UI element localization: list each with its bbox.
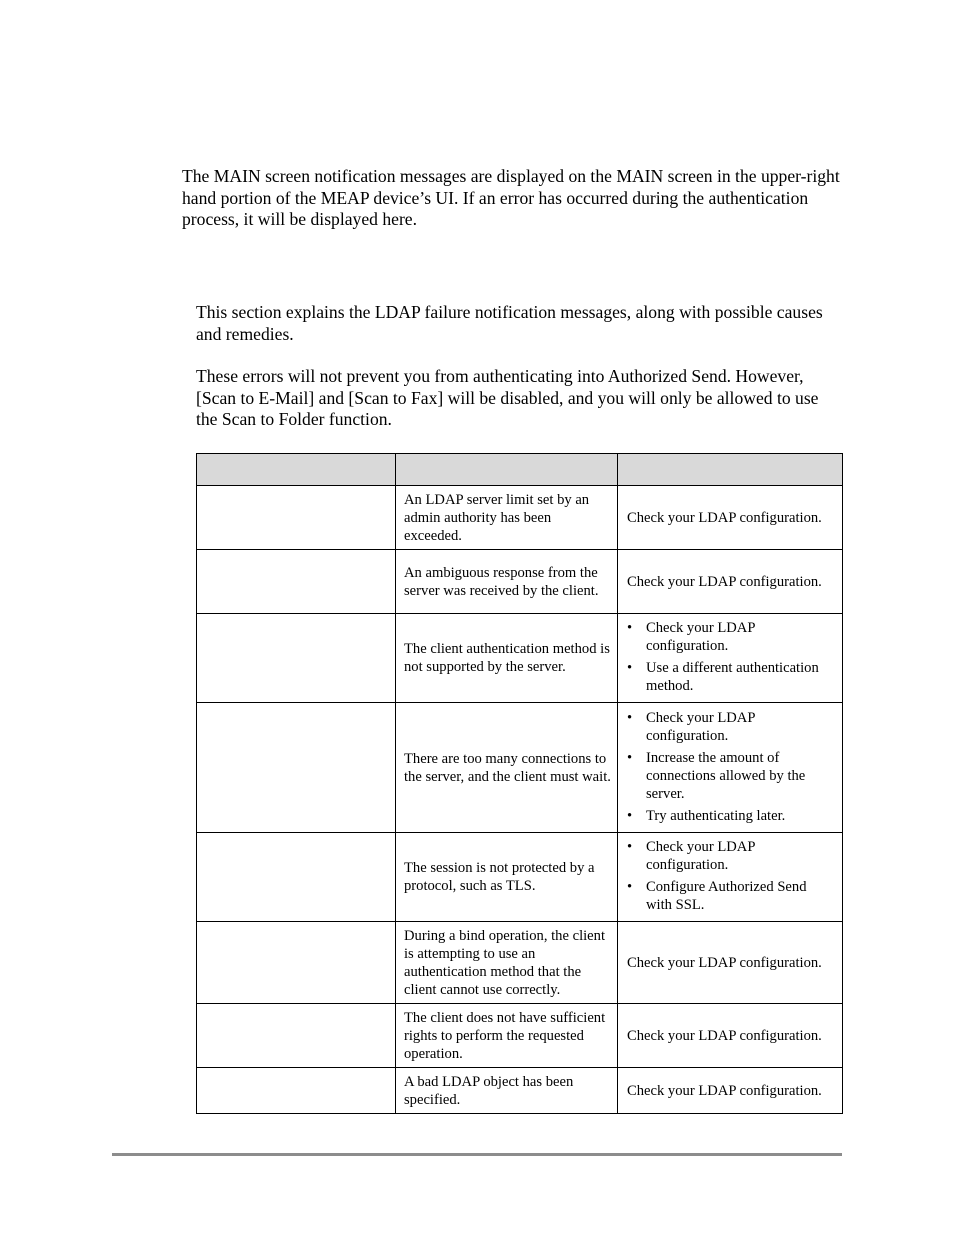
remedy-list bbox=[627, 619, 836, 695]
message-cell bbox=[197, 703, 396, 833]
header-message bbox=[197, 454, 396, 486]
message-cell bbox=[197, 922, 396, 1004]
cause-cell: A bad LDAP object has been specified. bbox=[396, 1068, 618, 1114]
table-row bbox=[197, 550, 843, 614]
remedy-cell: Check your LDAP configuration. bbox=[618, 550, 843, 614]
remedy-item: • Configure Authorized Send with SSL. bbox=[627, 878, 836, 914]
message-cell bbox=[197, 1068, 396, 1114]
remedy-cell bbox=[618, 703, 843, 833]
cause-cell: During a bind operation, the client is attempting to use an authentication method that the client cannot use correctly. bbox=[396, 922, 618, 1004]
table-row bbox=[197, 833, 843, 922]
cause-cell: An ambiguous response from the server was received by the client. bbox=[396, 550, 618, 614]
header-cause bbox=[396, 454, 618, 486]
message-cell bbox=[197, 614, 396, 703]
remedy-item: • Check your LDAP configuration. bbox=[627, 709, 836, 745]
table-row bbox=[197, 486, 843, 550]
message-cell bbox=[197, 833, 396, 922]
ldap-notification-table bbox=[196, 453, 843, 1114]
remedy-list bbox=[627, 838, 836, 914]
remedy-item: • Try authenticating later. bbox=[627, 807, 836, 825]
table-header-row bbox=[197, 454, 843, 486]
table-row bbox=[197, 1068, 843, 1114]
footer-divider bbox=[112, 1153, 842, 1156]
ldap-section-paragraph: This section explains the LDAP failure notification messages, along with possible causes and remedies. bbox=[196, 302, 823, 344]
message-cell bbox=[197, 1004, 396, 1068]
table-row bbox=[197, 614, 843, 703]
remedy-cell bbox=[618, 833, 843, 922]
remedy-cell: Check your LDAP configuration. bbox=[618, 1068, 843, 1114]
remedy-cell bbox=[618, 614, 843, 703]
remedy-item: • Check your LDAP configuration. bbox=[627, 619, 836, 655]
intro-paragraph: The MAIN screen notification messages are displayed on the MAIN screen in the upper-right hand portion of the MEAP device’s UI. If an error has occurred during the authentication process, it will be displayed here. bbox=[182, 166, 840, 229]
table-row bbox=[197, 922, 843, 1004]
message-cell bbox=[197, 550, 396, 614]
ldap-section-paragraph: These errors will not prevent you from authenticating into Authorized Send. However, [Scan to E-Mail] and [Scan to Fax] will be disabled, and you will only be allowed to use the Scan to Folder function. bbox=[196, 366, 819, 429]
remedy-item: • Increase the amount of connections allowed by the server. bbox=[627, 749, 836, 803]
remedy-item: • Use a different authentication method. bbox=[627, 659, 836, 695]
cause-cell: There are too many connections to the server, and the client must wait. bbox=[396, 703, 618, 833]
remedy-item: • Check your LDAP configuration. bbox=[627, 838, 836, 874]
cause-cell: An LDAP server limit set by an admin authority has been exceeded. bbox=[396, 486, 618, 550]
remedy-cell: Check your LDAP configuration. bbox=[618, 922, 843, 1004]
cause-cell: The client does not have sufficient rights to perform the requested operation. bbox=[396, 1004, 618, 1068]
table-row bbox=[197, 1004, 843, 1068]
remedy-list bbox=[627, 709, 836, 825]
cause-cell: The session is not protected by a protocol, such as TLS. bbox=[396, 833, 618, 922]
header-remedy bbox=[618, 454, 843, 486]
remedy-cell: Check your LDAP configuration. bbox=[618, 486, 843, 550]
cause-cell: The client authentication method is not supported by the server. bbox=[396, 614, 618, 703]
table-row bbox=[197, 703, 843, 833]
message-cell bbox=[197, 486, 396, 550]
remedy-cell: Check your LDAP configuration. bbox=[618, 1004, 843, 1068]
